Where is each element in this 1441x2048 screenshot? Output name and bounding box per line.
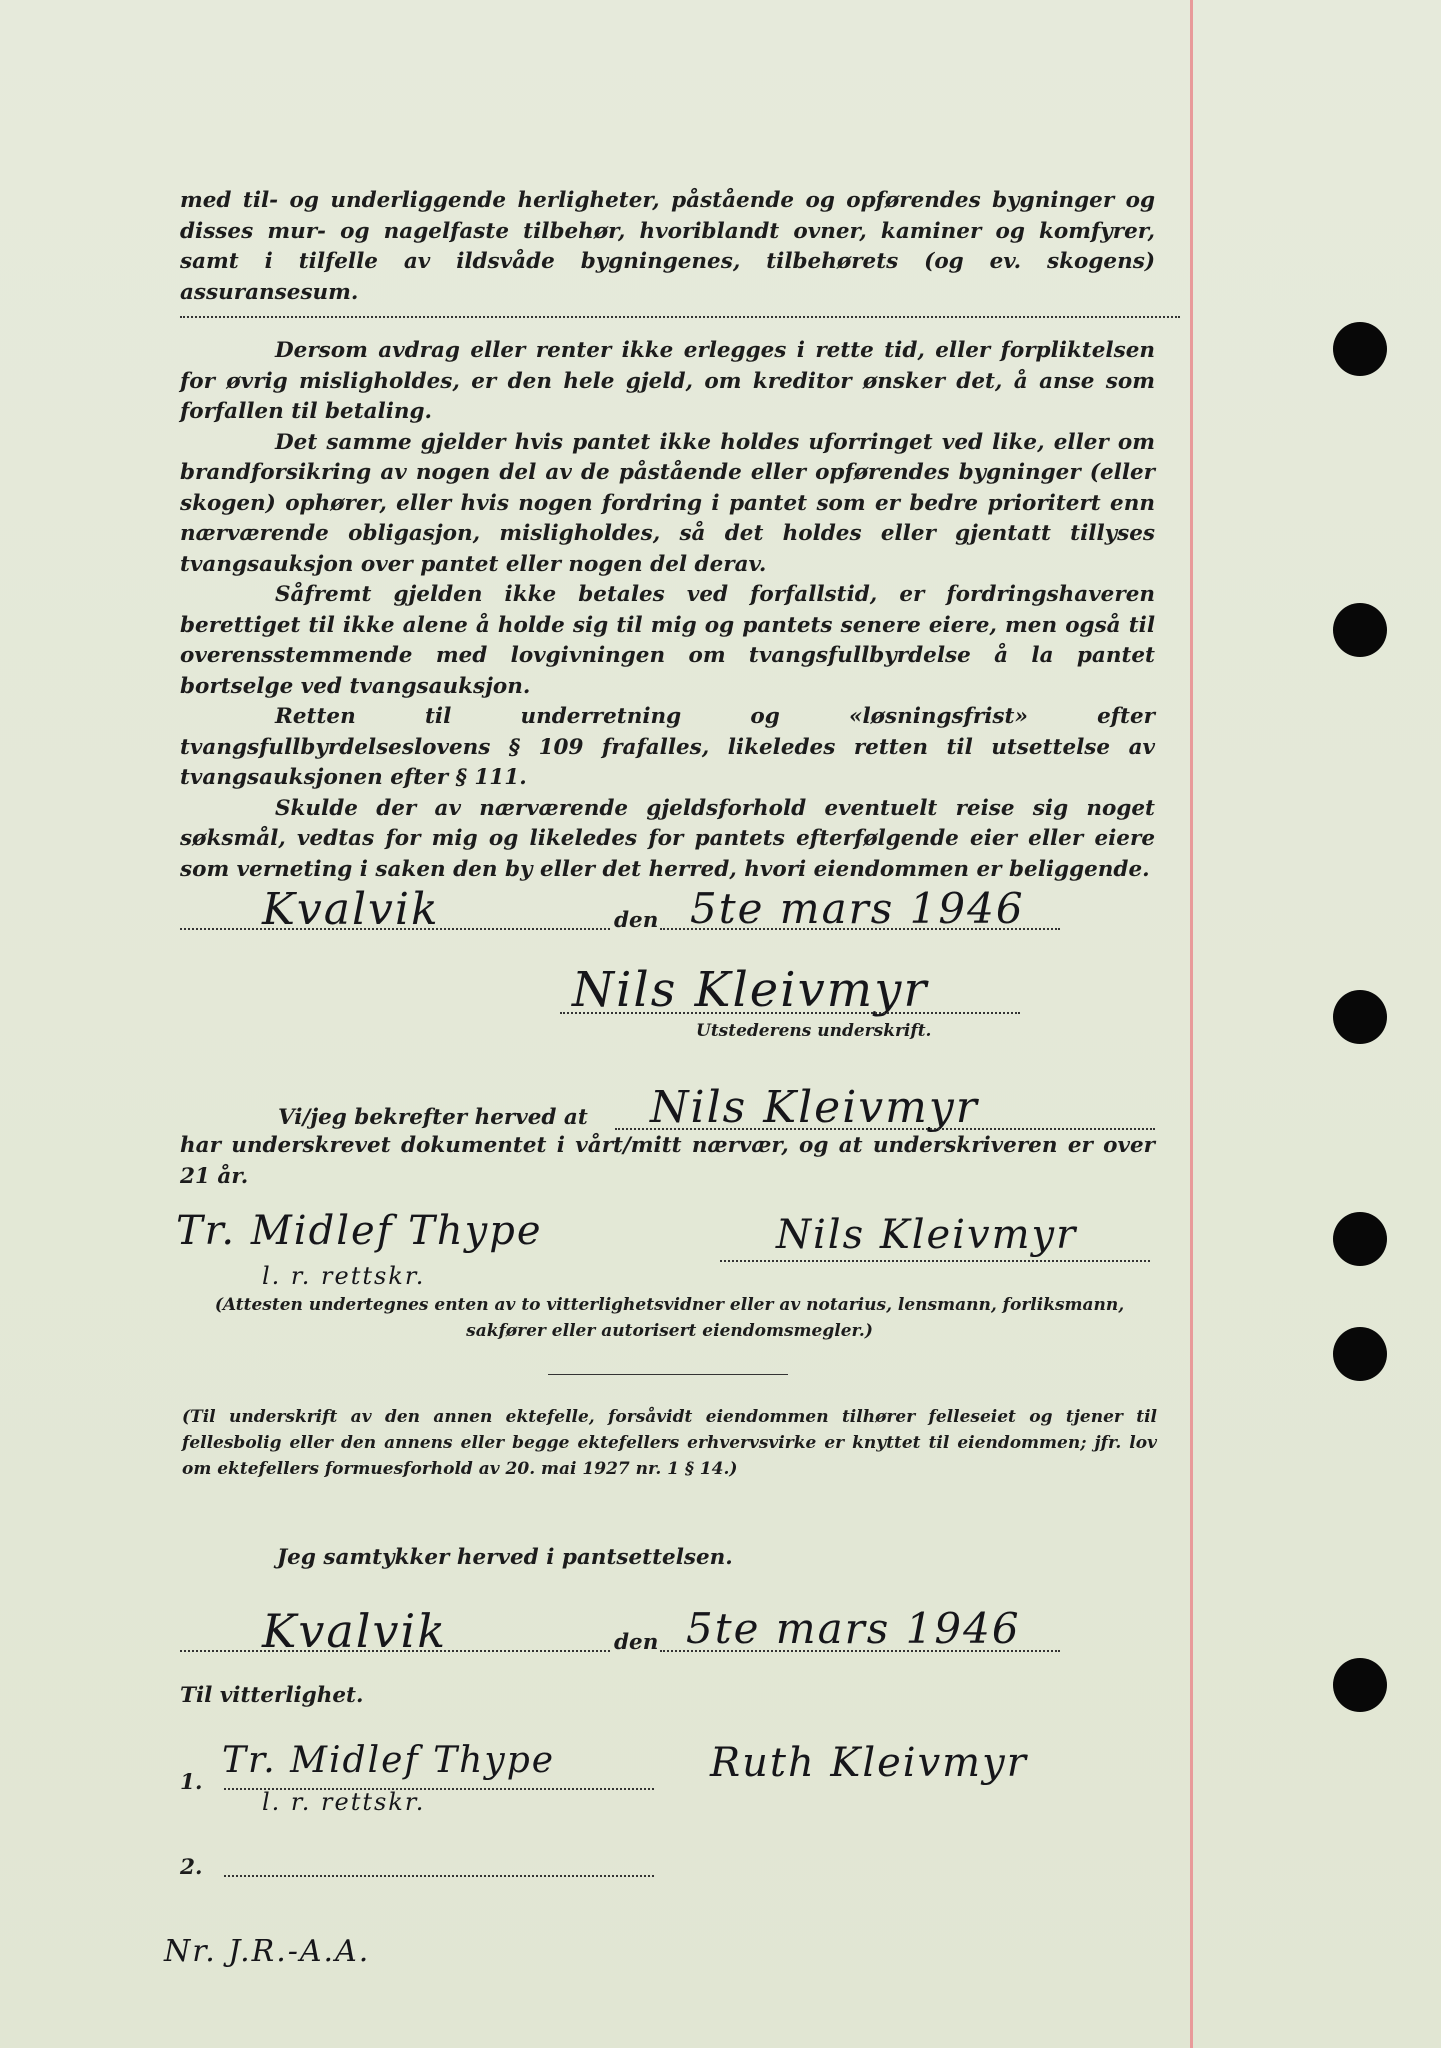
red-margin-line [1190, 0, 1193, 2048]
spouse-date-line [660, 1650, 1060, 1652]
paragraph-venue: Skulde der av nærværende gjeldsforhold eventuelt reise sig noget søksmål, vedtas for mig og likeledes for pantets efterfølgende eier eller eiere som verneting i saken den by eller det herred, hvori eiendommen er beliggende. [180, 795, 1155, 882]
confirm-dotted-line [615, 1128, 1155, 1130]
clause-text: med til- og underliggende herligheter, påstående og opførendes bygninger og disses mur- og nagelfaste tilbehør, hvoriblandt ovner, kaminer og komfyrer, samt i tilfelle av ildsvåde bygningenes, tilbehørets (og ev. skogens) assuransesum. [180, 188, 1155, 305]
signer-signature: Nils Kleivmyr [776, 1212, 1078, 1258]
witness-1-signature: Tr. Midlef Thype [222, 1740, 556, 1781]
confirm-text: har underskrevet dokumentet i vårt/mitt nærvær, og at underskriveren er over 21 år. [180, 1133, 1155, 1189]
witness-1-number: 1. [180, 1770, 203, 1795]
witness-signature: Tr. Midlef Thype [176, 1208, 543, 1254]
paragraph-default: Dersom avdrag eller renter ikke erlegges i rette tid, eller forpliktelsen for øvrig misligholdes, er den hele gjeld, om kreditor ønsker det, å anse som forfallen til betaling. [180, 338, 1155, 424]
spouse-place-line [180, 1650, 610, 1652]
punch-hole [1333, 990, 1387, 1044]
spouse-date: 5te mars 1946 [686, 1604, 1021, 1653]
punch-hole [1333, 1327, 1387, 1381]
place-dotted-line [180, 928, 610, 930]
spouse-signature: Ruth Kleivmyr [710, 1740, 1028, 1786]
til-vitterlighet: Til vitterlighet. [180, 1683, 364, 1708]
signature-dotted-line [560, 1012, 1020, 1014]
witness-title: l. r. rettskr. [262, 1262, 426, 1290]
confirm-label: Vi/jeg bekrefter herved at [278, 1105, 588, 1130]
witness-1-title: l. r. rettskr. [262, 1788, 426, 1816]
punch-hole [1333, 603, 1387, 657]
clause-text-block [180, 186, 1155, 308]
confirm-name: Nils Kleivmyr [650, 1082, 979, 1133]
signature-caption: Utstederens underskrift. [696, 1021, 932, 1041]
paragraph-auction: Såfremt gjelden ikke betales ved forfallstid, er fordringshaveren berettiget til ikke alene å holde sig til mig og pantets senere eiere, men også til overensstemmende med lovgivningen om tvangsfullbyrdelse å la pantet bortselge ved tvangsauksjon. [180, 582, 1155, 699]
witness-2-number: 2. [180, 1855, 203, 1880]
confirm-text-block [180, 1131, 1155, 1192]
consent-text: Jeg samtykker herved i pantsettelsen. [277, 1545, 733, 1570]
signing-place: Kvalvik [262, 884, 440, 935]
signer-dotted-line [720, 1260, 1150, 1262]
witness-1-line [224, 1788, 654, 1790]
dotted-separator [180, 316, 1180, 318]
paragraph-notice: Retten til underretning og «løsningsfrist» efter tvangsfullbyrdelseslovens § 109 frafalles, likeledes retten til utsettelse av tvangsauksjonen efter § 111. [180, 704, 1155, 790]
date-dotted-line [660, 928, 1060, 930]
footer-initials: Nr. J.R.-A.A. [164, 1934, 371, 1969]
attest-note: (Attesten undertegnes enten av to vitterlighetsvidner eller av notarius, lensmann, forliksmann, sakfører eller autorisert eiendomsmegler.) [214, 1295, 1125, 1341]
terms-block [180, 336, 1155, 885]
spouse-den-label: den [614, 1630, 659, 1655]
signing-date: 5te mars 1946 [690, 884, 1025, 933]
punch-hole [1333, 1212, 1387, 1266]
witness-2-line [224, 1875, 654, 1877]
spouse-note: (Til underskrift av den annen ektefelle, forsåvidt eiendommen tilhører felleseiet og tjener til fellesbolig eller den annens eller begge ektefellers erhvervsvirke er knyttet til eiendommen; jfr. lov om ektefellers formuesforhold av 20. mai 1927 nr. 1 § 14.) [182, 1407, 1157, 1479]
spouse-place: Kvalvik [262, 1604, 448, 1658]
section-rule [548, 1374, 788, 1375]
den-label: den [614, 908, 659, 933]
punch-hole [1333, 1658, 1387, 1712]
paragraph-insurance: Det samme gjelder hvis pantet ikke holdes uforringet ved like, eller om brandforsikring av nogen del av de påstående eller opførendes bygninger (eller skogen) ophører, eller hvis nogen fordring i pantet som er bedre prioritert enn nærværende obligasjon, misligholdes, så det holdes eller gjentatt tillyses tvangsauksjon over pantet eller nogen del derav. [180, 429, 1155, 577]
issuer-signature: Nils Kleivmyr [572, 962, 929, 1018]
punch-hole [1333, 322, 1387, 376]
